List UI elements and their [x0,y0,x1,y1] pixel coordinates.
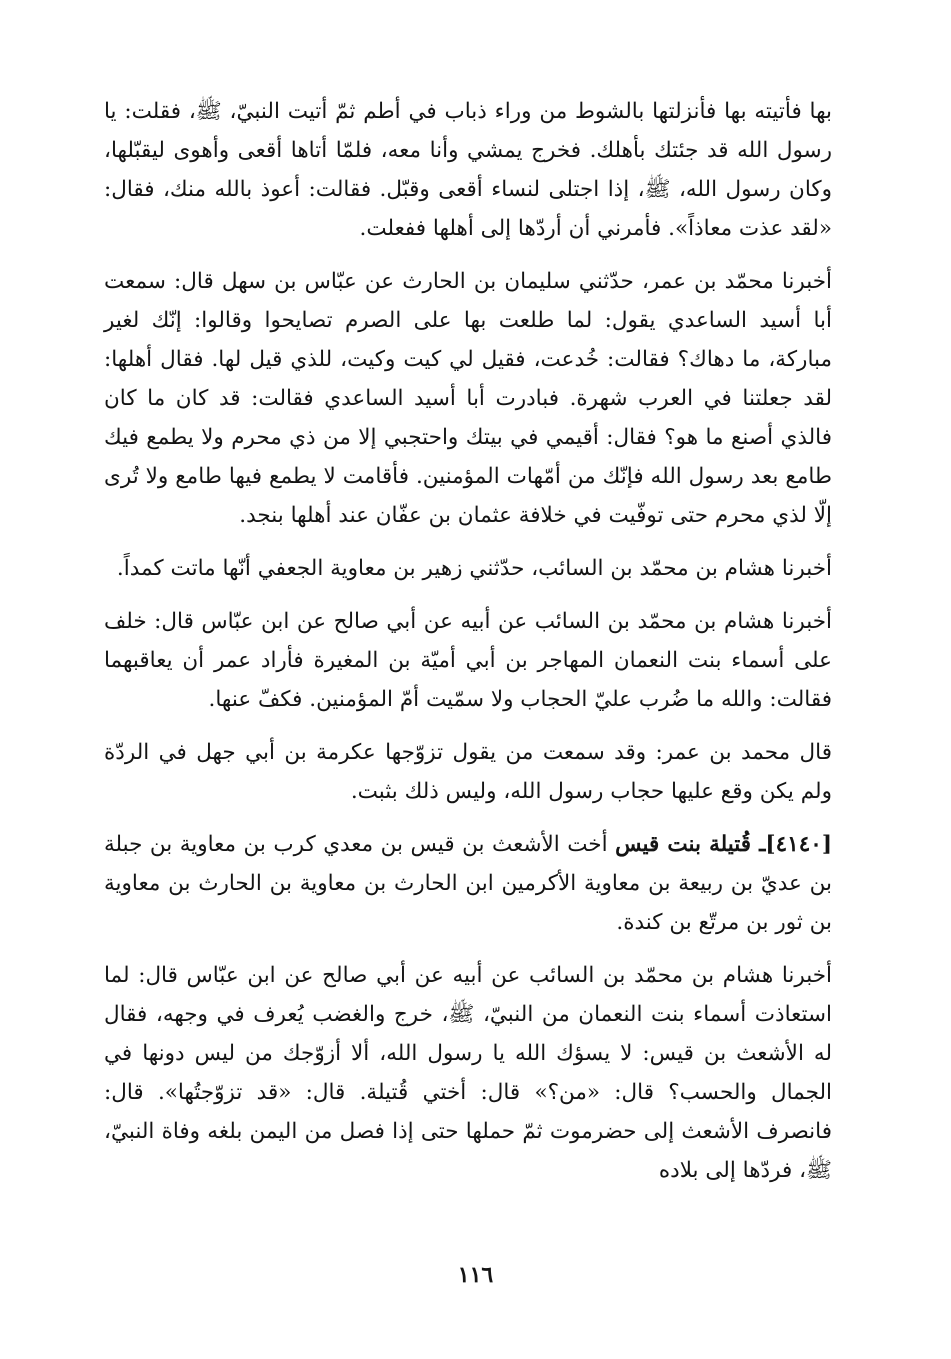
body-text [104,92,832,1190]
paragraph: أخبرنا هشام بن محمّد بن السائب، حدّثني زهير بن معاوية الجعفي أنّها ماتت كمداً. [116,556,832,581]
paragraph: أخبرنا هشام بن محمّد بن السائب عن أبيه عن أبي صالح عن ابن عبّاس قال: لما استعاذت أسماء بنت النعمان من النبيّ، ﷺ، خرج والغضب يُعرف في وجهه، فقال له الأشعث بن قيس: لا يسؤك الله يا رسول الله، ألا أزوّجك من ليس دونها في الجمال والحسب؟ قال: «من؟» قال: أختي قُتيلة. قال: «قد تزوّجتُها». قال: فانصرف الأشعث إلى حضرموت ثمّ حملها حتى إذا فصل من اليمن بلغه وفاة النبيّ، ﷺ، فردّها إلى بلاده [104,963,832,1183]
paragraph: أخبرنا محمّد بن عمر، حدّثني سليمان بن الحارث عن عبّاس بن سهل قال: سمعت أبا أسيد الساعدي يقول: لما طلعت بها على الصرم تصايحوا وقالوا: إنّك لغير مباركة، ما دهاك؟ فقالت: خُدعت، فقيل لي كيت وكيت، للذي قيل لها. فقال أهلها: لقد جعلتنا في العرب شهرة. فبادرت أبا أسيد الساعدي فقالت: قد كان ما كان فالذي أصنع ما هو؟ فقال: أقيمي في بيتك واحتجبي إلا من ذي محرم ولا يطمع فيك طامع بعد رسول الله فإنّك من أمّهات المؤمنين. فأقامت لا يطمع فيها طامع ولا تُرى إلّا لذي محرم حتى توفّيت في خلافة عثمان بن عفّان عند أهلها بنجد. [104,269,832,528]
biography-entry [104,825,832,942]
paragraph: قال محمد بن عمر: وقد سمعت من يقول تزوّجها عكرمة بن أبي جهل في الردّة ولم يكن وقع عليها حجاب رسول الله، وليس ذلك بثبت. [104,740,832,804]
paragraph: أخبرنا هشام بن محمّد بن السائب عن أبيه عن أبي صالح عن ابن عبّاس قال: خلف على أسماء بنت النعمان المهاجر بن أبي أميّة بن المغيرة فأراد عمر أن يعاقبهما فقالت: والله ما ضُرب عليّ الحجاب ولا سمّيت أمّ المؤمنين. فكفّ عنها. [104,609,832,712]
entry-name: ـ قُتيلة بنت قيس [615,832,766,857]
page-number: ١١٦ [457,1262,494,1288]
entry-number: [٤١٤٠] [765,832,832,857]
paragraph: بها فأتيته بها فأنزلتها بالشوط من وراء ذباب في أطم ثمّ أتيت النبيّ، ﷺ، فقلت: يا رسول الله قد جئتك بأهلك. فخرج يمشي وأنا معه، فلمّا أتاها أقعى وأهوى ليقبّلها، وكان رسول الله، ﷺ، إذا اجتلى لنساء أقعى وقبّل. فقالت: أعوذ بالله منك، فقال: «لقد عذت معاذاً». فأمرني أن أردّها إلى أهلها ففعلت. [104,99,832,241]
entry-text: أخت الأشعث بن قيس بن معدي كرب بن معاوية بن جبلة بن عديّ بن ربيعة بن معاوية الأكرمين ابن الحارث بن معاوية بن الحارث بن معاوية بن ثور بن مرتّع بن كندة. [104,832,832,935]
